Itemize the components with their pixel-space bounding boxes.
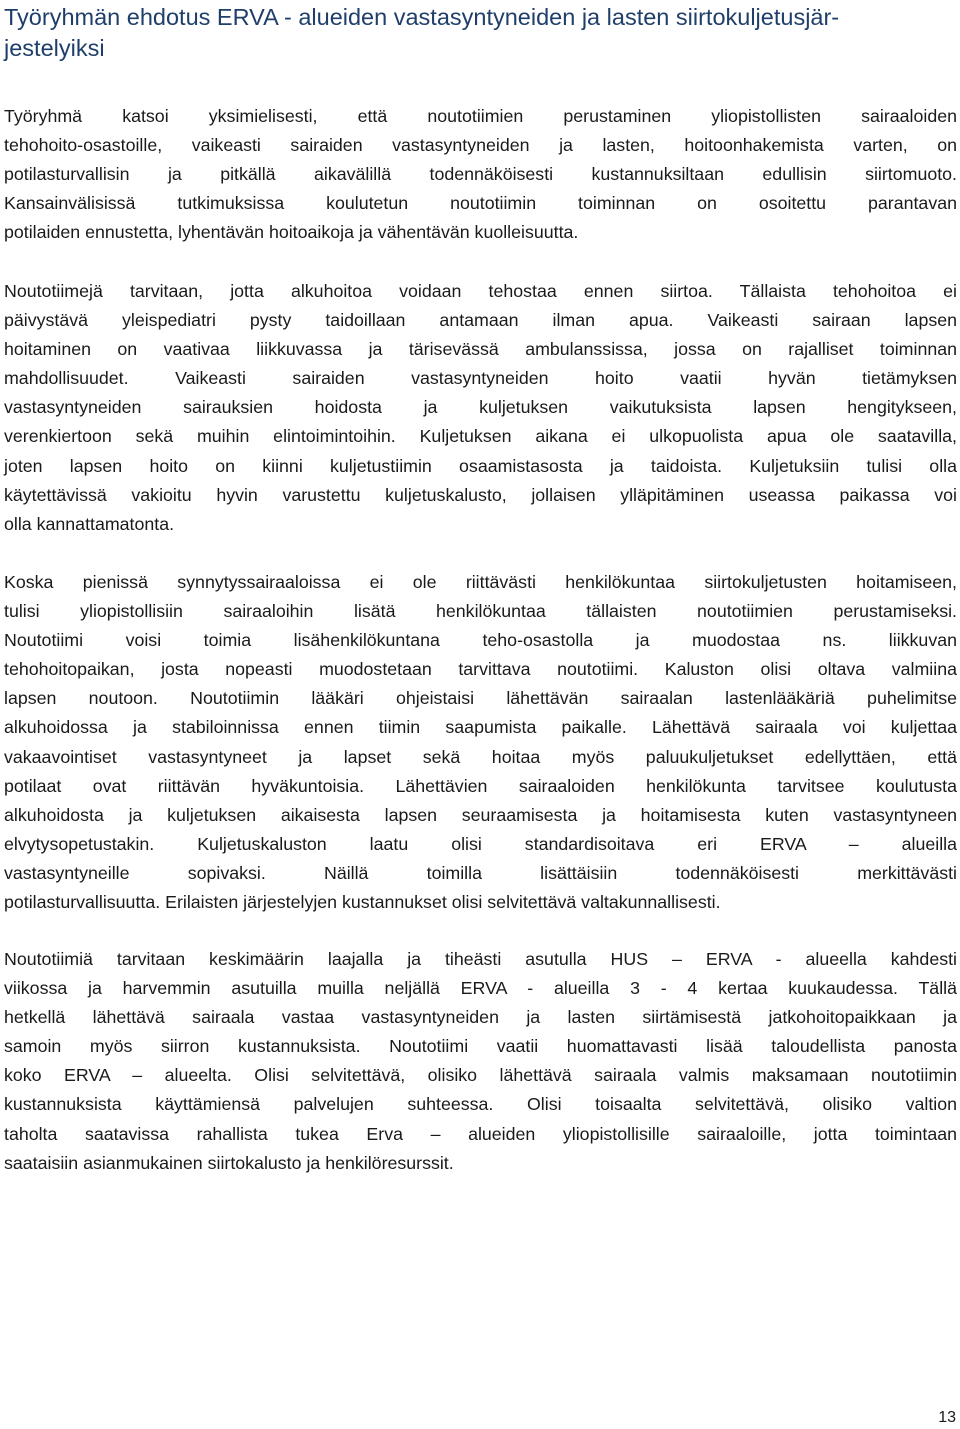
- paragraph-need-for-teams: [4, 277, 957, 539]
- text-line: verenkiertoon sekä muihin elintoimintoihin. Kuljetuksen aikana ei ulkopuolista apua ole saatavilla,: [4, 426, 957, 447]
- text-line: potilasturvallisuutta. Erilaisten järjestelyjen kustannukset olisi selvitettävä valtakunnallisesti.: [4, 892, 721, 913]
- text-line: tehohoito-osastoille, vaikeasti sairaiden vastasyntyneiden ja lasten, hoitoonhakemista varten, on: [4, 135, 957, 156]
- text-line: Työryhmä katsoi yksimielisesti, että noutotiimien perustaminen yliopistollisten sairaaloiden: [4, 106, 957, 126]
- text-line: potilasturvallisin ja pitkällä aikavälillä todennäköisesti kustannuksiltaan edullisin siirtomuoto.: [4, 164, 957, 185]
- text-line: koko ERVA – alueelta. Olisi selvitettävä, olisiko lähettävä sairaala valmis maksamaan noutotiimin: [4, 1065, 957, 1086]
- text-line: Noutotiimiä tarvitaan keskimäärin laajalla ja tiheästi asutulla HUS – ERVA - alueella kahdesti: [4, 949, 957, 969]
- text-line: vakaavointiset vastasyntyneet ja lapset sekä hoitaa myös paluukuljetukset edellyttäen, että: [4, 746, 957, 767]
- text-line: Kansainvälisissä tutkimuksissa koulutetun noutotiimin toiminnan on osoitettu parantavan: [4, 193, 957, 214]
- text-line: joten lapsen hoito on kiinni kuljetustiimin osaamistasosta ja taidoista. Kuljetuksiin tulisi olla: [4, 455, 957, 476]
- text-line: elvytysopetustakin. Kuljetuskaluston laatu olisi standardisoitava eri ERVA – alueilla: [4, 833, 957, 854]
- document-heading: [4, 2, 904, 64]
- paragraph-staffing: [4, 568, 957, 917]
- text-line: hoitaminen on vaativaa liikkuvassa ja tärisevässä ambulanssissa, jossa on rajalliset toiminnan: [4, 339, 957, 360]
- text-line: mahdollisuudet. Vaikeasti sairaiden vastasyntyneiden hoito vaatii hyvän tietämyksen: [4, 368, 957, 389]
- heading-line: jestelyiksi: [4, 35, 105, 61]
- text-line: alkuhoidosta ja kuljetuksen aikaisesta lapsen seuraamisesta ja hoitamisesta kuten vastasyntyneen: [4, 804, 957, 825]
- text-line: saataisiin asianmukainen siirtokalusto ja henkilöresurssit.: [4, 1152, 454, 1173]
- text-line: vastasyntyneille sopivaksi. Näillä toimilla lisättäisiin todennäköisesti merkittävästi: [4, 862, 957, 883]
- text-line: käytettävissä vakioitu hyvin varustettu kuljetuskalusto, jollaisen ylläpitäminen useassa paikassa voi: [4, 484, 957, 505]
- text-line: kustannuksista käyttämiensä palvelujen suhteessa. Olisi toisaalta selvitettävä, olisiko valtion: [4, 1094, 957, 1115]
- text-line: Koska pienissä synnytyssairaaloissa ei ole riittävästi henkilökuntaa siirtokuljetusten hoitamiseen,: [4, 572, 957, 592]
- text-line: päivystävä yleispediatri pysty taidoillaan antamaan ilman apua. Vaikeasti sairaan lapsen: [4, 310, 957, 331]
- text-line: lapsen noutoon. Noutotiimin lääkäri ohjeistaisi lähettävän sairaalan lastenlääkäriä puhelimitse: [4, 688, 957, 709]
- text-line: taholta saatavissa rahallista tukea Erva – alueiden yliopistollisille sairaaloille, jotta toimintaan: [4, 1123, 957, 1144]
- text-line: tulisi yliopistollisiin sairaaloihin lisätä henkilökuntaa tällaisten noutotiimien perustamiseksi.: [4, 601, 957, 622]
- text-line: samoin myös siirron kustannuksista. Noutotiimi vaatii huomattavasti lisää taloudellista panosta: [4, 1036, 957, 1057]
- text-line: potilaat ovat riittävän hyväkuntoisia. Lähettävien sairaaloiden henkilökunta tarvitsee koulutusta: [4, 775, 957, 796]
- page-number: 13: [938, 1409, 956, 1426]
- heading-line: Työryhmän ehdotus ERVA - alueiden vastasyntyneiden ja lasten siirtokuljetusjär-: [4, 4, 840, 30]
- paragraph-costs: [4, 945, 957, 1178]
- text-line: viikossa ja harvemmin asutuilla muilla neljällä ERVA - alueilla 3 - 4 kertaa kuukaudessa. Tällä: [4, 978, 957, 999]
- text-line: Noutotiimejä tarvitaan, jotta alkuhoitoa voidaan tehostaa ennen siirtoa. Tällaista tehohoitoa ei: [4, 281, 957, 301]
- text-line: hetkellä lähettävä sairaala vastaa vastasyntyneiden ja lasten siirtämisestä jatkohoitopaikkaan ja: [4, 1007, 957, 1028]
- text-line: alkuhoidossa ja stabiloinnissa ennen tiimin saapumista paikalle. Lähettävä sairaala voi kuljettaa: [4, 717, 957, 738]
- paragraph-team-proposal: [4, 102, 957, 247]
- text-line: tehohoitopaikan, josta nopeasti muodostetaan tarvittava noutotiimi. Kaluston olisi oltava valmiina: [4, 659, 957, 680]
- text-line: Noutotiimi voisi toimia lisähenkilökuntana teho-osastolla ja muodostaa ns. liikkuvan: [4, 630, 957, 651]
- text-line: vastasyntyneiden sairauksien hoidosta ja kuljetuksen vaikutuksista lapsen hengitykseen,: [4, 397, 957, 418]
- text-line: olla kannattamatonta.: [4, 513, 175, 534]
- text-line: potilaiden ennustetta, lyhentävän hoitoaikoja ja vähentävän kuolleisuutta.: [4, 222, 579, 243]
